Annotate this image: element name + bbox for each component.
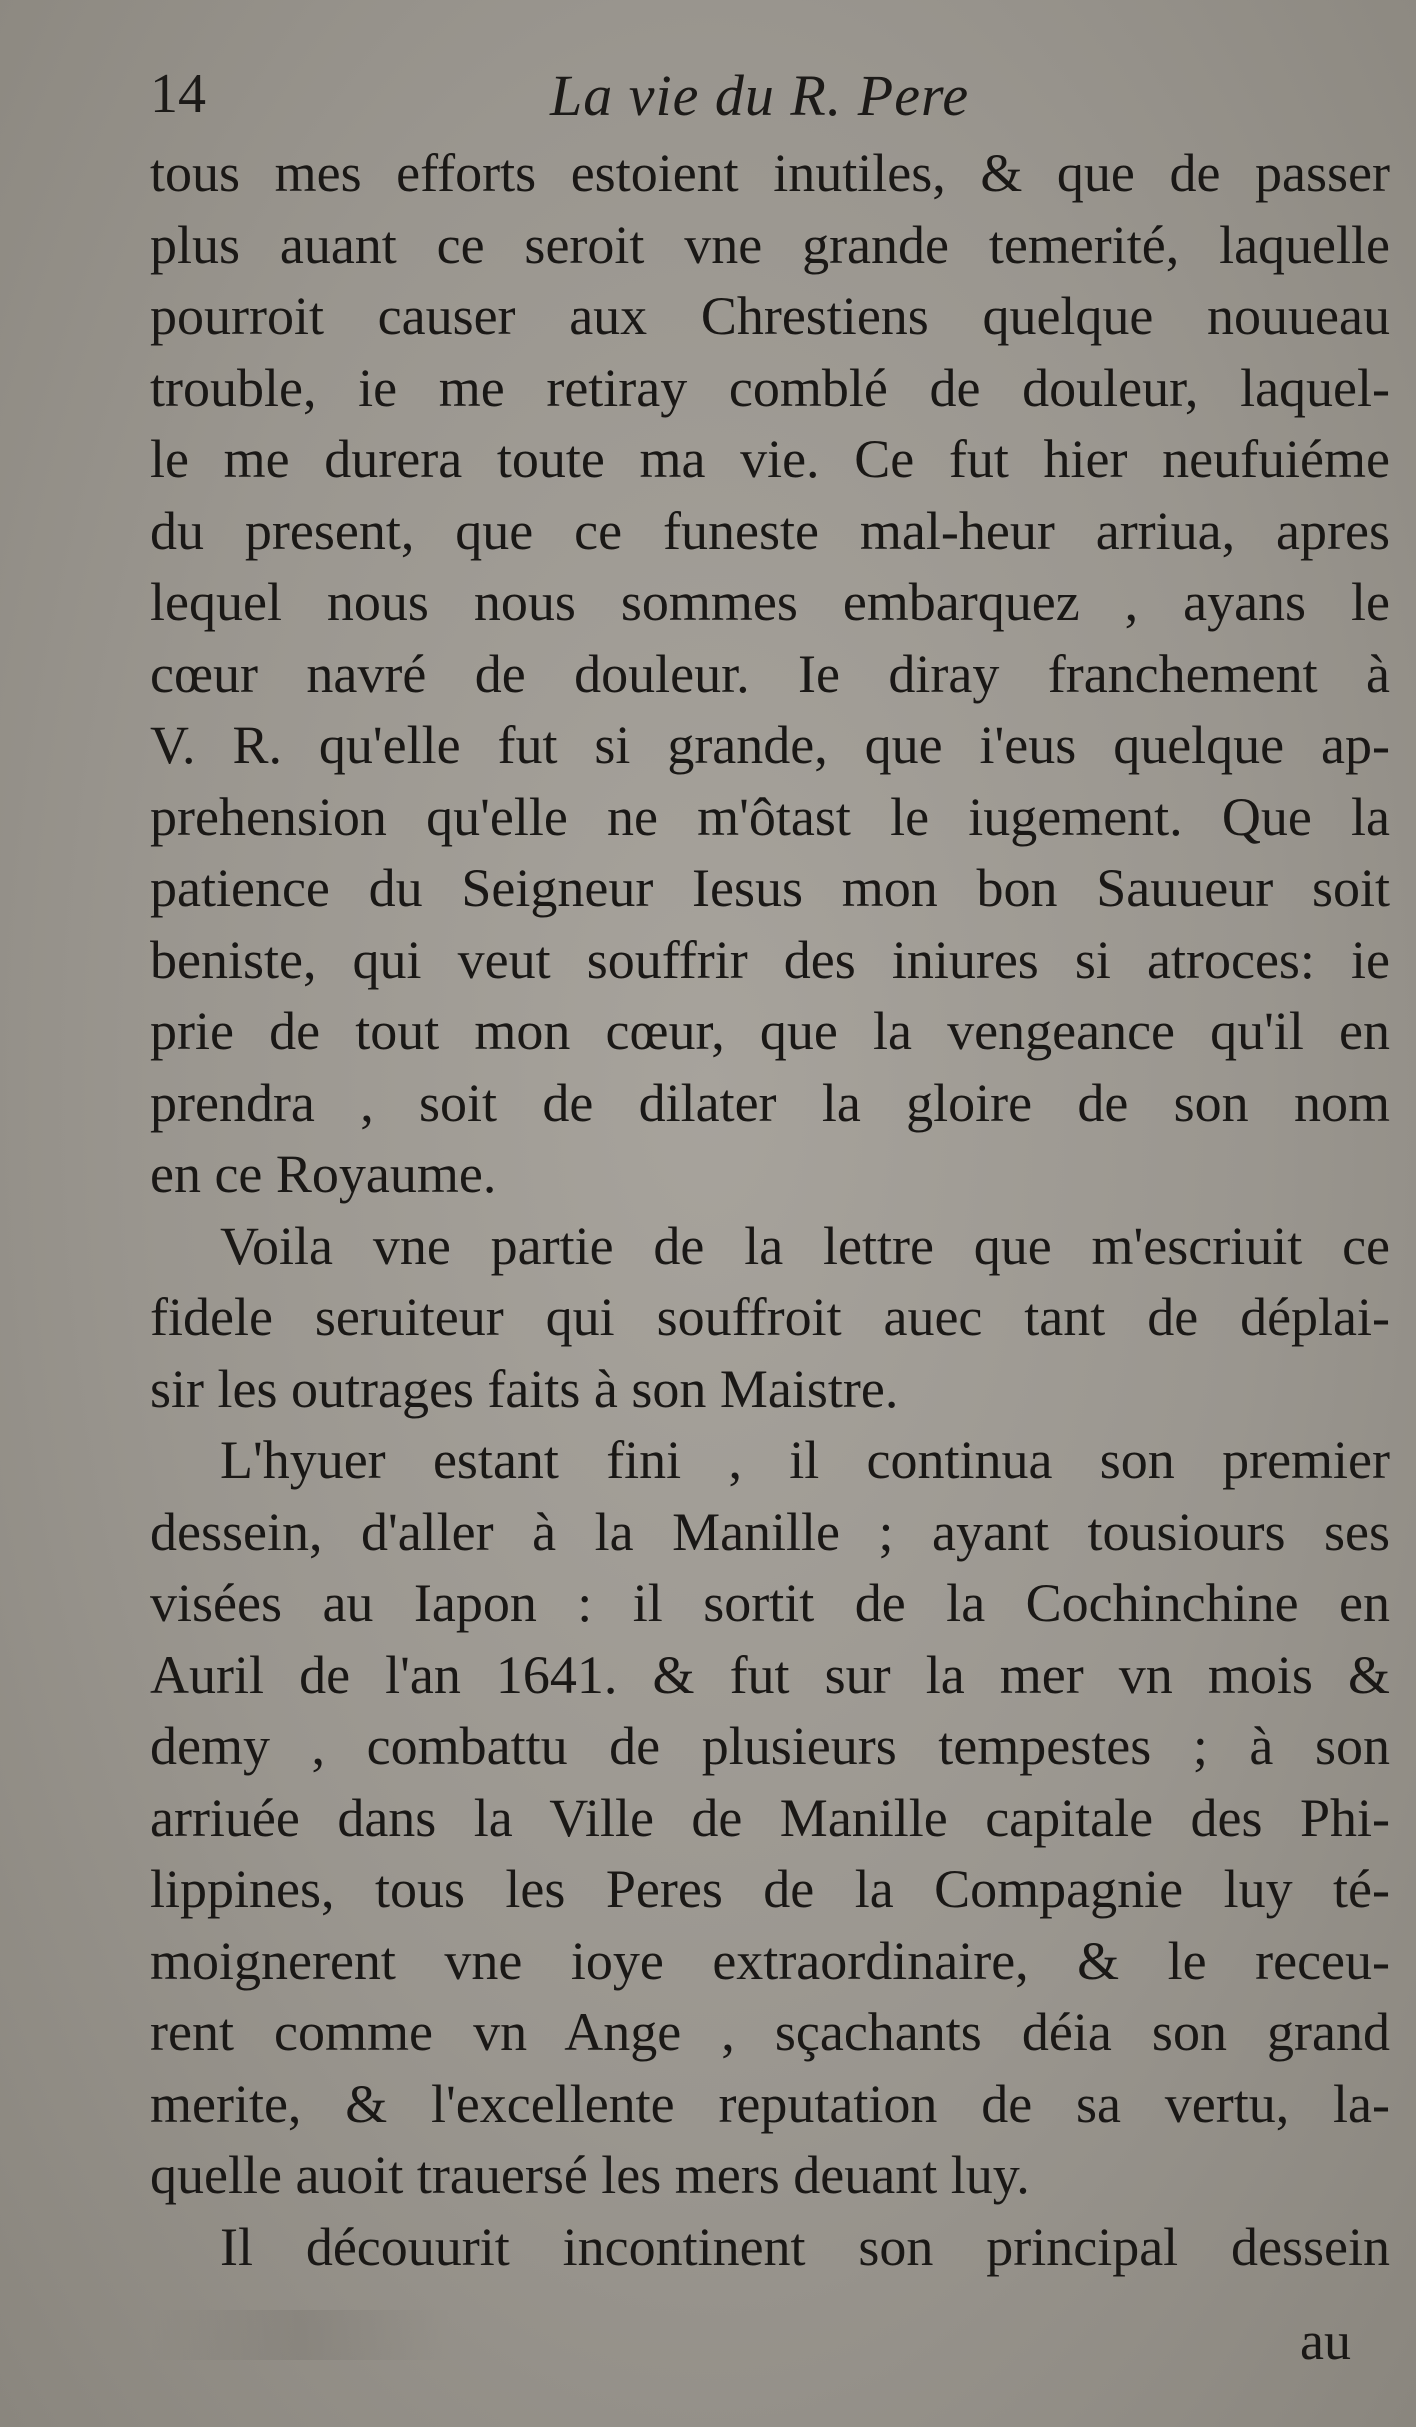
text-line: rent comme vn Ange , sçachants déia son grand (150, 2002, 1390, 2062)
catchword: au (1300, 2311, 1351, 2371)
text-line: moignerent vne ioye extraordinaire, & le receu- (150, 1930, 1390, 1991)
text-line: visées au Iapon : il sortit de la Cochinchine en (150, 1573, 1390, 1633)
text-line: fidele seruiteur qui souffroit auec tant de déplai- (150, 1287, 1390, 1347)
paragraph-start-line: Il découurit incontinent son principal dessein (220, 2216, 1390, 2277)
body-text (150, 138, 1390, 2283)
text-line: du present, que ce funeste mal-heur arriua, apres (150, 500, 1390, 561)
page-header (150, 62, 1390, 142)
text-line: pourroit causer aux Chrestiens quelque nouueau (150, 286, 1390, 346)
text-line: merite, & l'excellente reputation de sa vertu, la- (150, 2073, 1390, 2134)
text-line: cœur navré de douleur. Ie diray franchement à (150, 643, 1390, 704)
text-line: dessein, d'aller à la Manille ; ayant tousiours ses (150, 1501, 1390, 1562)
text-line: lequel nous nous sommes embarquez , ayans le (150, 572, 1390, 632)
text-line: le me durera toute ma vie. Ce fut hier neufuiéme (150, 429, 1390, 489)
text-line: arriuée dans la Ville de Manille capitale des Phi- (150, 1787, 1390, 1848)
text-line: en ce Royaume. (150, 1144, 497, 1204)
text-line: quelle auoit trauersé les mers deuant luy. (150, 2145, 1030, 2205)
show-through-smudge (150, 2310, 450, 2360)
text-line: lippines, tous les Peres de la Compagnie luy té- (150, 1859, 1390, 1919)
text-line: plus auant ce seroit vne grande temerité, laquelle (150, 214, 1390, 275)
page-number: 14 (150, 63, 206, 125)
text-line: patience du Seigneur Iesus mon bon Sauueur soit (150, 858, 1390, 918)
text-line: demy , combattu de plusieurs tempestes ; à son (150, 1716, 1390, 1776)
text-line: V. R. qu'elle fut si grande, que i'eus quelque ap- (150, 715, 1390, 775)
text-line: trouble, ie me retiray comblé de douleur, laquel- (150, 357, 1390, 418)
text-line: Auril de l'an 1641. & fut sur la mer vn mois & (150, 1644, 1390, 1705)
paragraph-start-line: Voila vne partie de la lettre que m'escriuit ce (220, 1215, 1390, 1276)
text-line: prendra , soit de dilater la gloire de son nom (150, 1072, 1390, 1133)
paragraph-start-line: L'hyuer estant fini , il continua son premier (220, 1430, 1390, 1490)
text-line: prehension qu'elle ne m'ôtast le iugement. Que la (150, 786, 1390, 847)
text-line: prie de tout mon cœur, que la vengeance qu'il en (150, 1001, 1390, 1061)
text-line: beniste, qui veut souffrir des iniures si atroces: ie (150, 929, 1390, 990)
text-line: tous mes efforts estoient inutiles, & que de passer (150, 143, 1390, 203)
running-title: La vie du R. Pere (550, 63, 970, 128)
text-line: sir les outrages faits à son Maistre. (150, 1358, 899, 1419)
